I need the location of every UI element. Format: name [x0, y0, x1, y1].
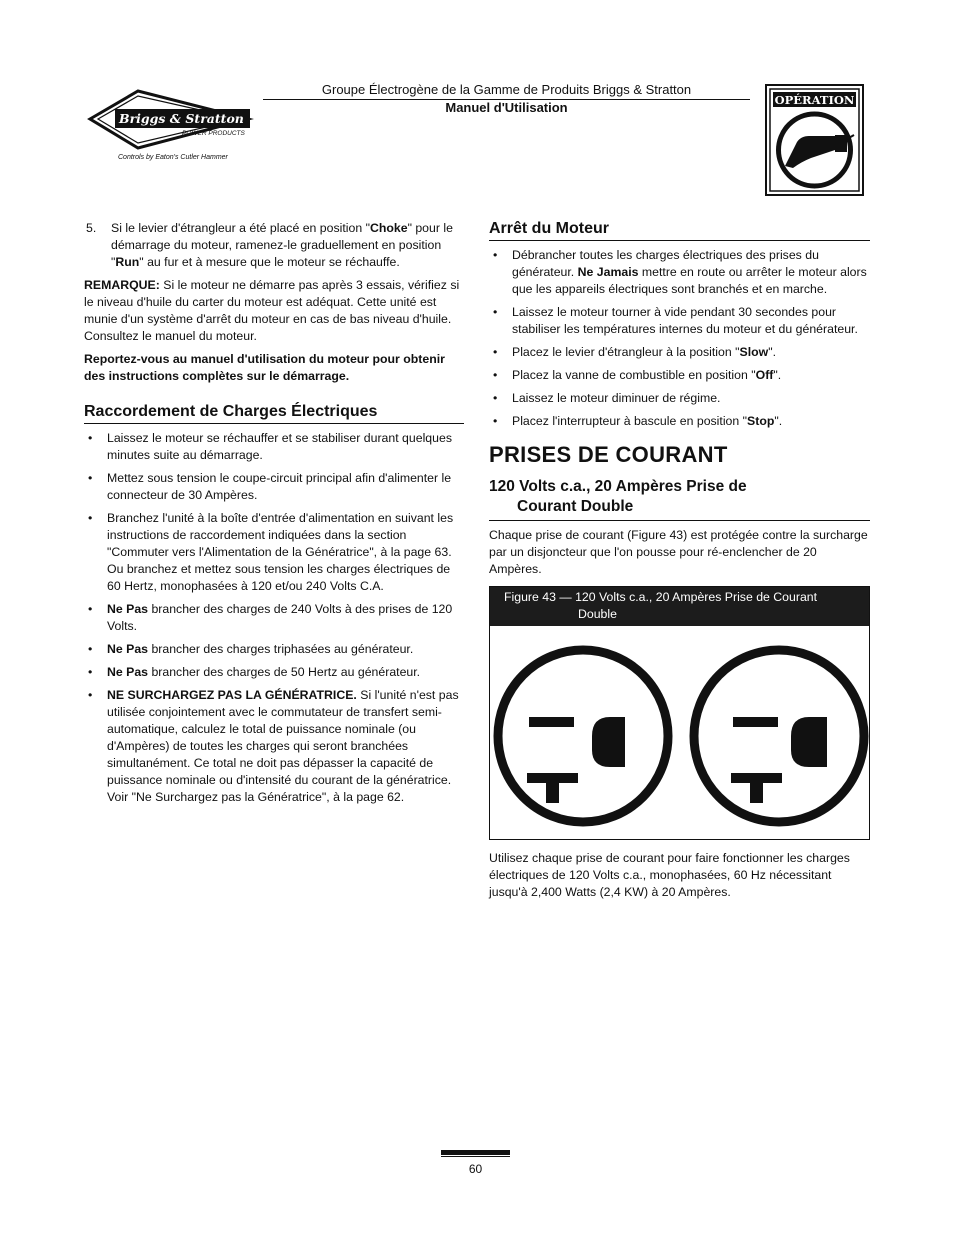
left-column	[84, 220, 464, 812]
step-5: 5. Si le levier d'étrangleur a été placé en position "Choke" pour le démarrage du moteur, ramenez-le graduellement en position "Run" au fur et à mesure que le moteur se réchauffe.	[86, 221, 453, 269]
slot-neutral	[733, 717, 778, 727]
list-item: • Placez la vanne de combustible en position "Off".	[489, 367, 870, 384]
operation-badge	[765, 84, 864, 196]
prise-paragraph-2: Utilisez chaque prise de courant pour faire fonctionner les charges électriques de 120 Volts c.a., monophasées, 60 Hz nécessitant jusqu'à 2,400 Watts (2,4 KW) à 20 Ampères.	[489, 851, 850, 899]
logo-controls-text: Controls by Eaton's Cutler Hammer	[118, 154, 228, 161]
remarque-paragraph: REMARQUE: Si le moteur ne démarre pas après 3 essais, vérifiez si le niveau d'huile du carter du moteur est adéquat. Cette unité est munie d'un système d'arrêt du moteur en cas de bas niveau d'huile. Consultez le manuel du moteur.	[84, 278, 460, 343]
list-item: • Ne Pas brancher des charges triphasées au générateur.	[84, 641, 464, 658]
outlet-left	[498, 650, 668, 822]
right-column	[489, 220, 870, 907]
outlet-right	[694, 650, 864, 822]
briggs-stratton-logo	[86, 88, 256, 164]
slot-neutral	[529, 717, 574, 727]
list-item: • NE SURCHARGEZ PAS LA GÉNÉRATRICE. Si l'unité n'est pas utilisée conjointement avec le commutateur de transfert semi-automatique, calculez le total de puissance nominale (ou d'Ampères) de toutes les charges qui seront branchées simultanément. Ce total ne doit pas dépasser la capacité de puissance nominale ou d'intensité du courant de la génératrice. Voir "Ne Surchargez pas la Génératrice", à la page 62.	[84, 687, 464, 806]
figure-43	[489, 586, 870, 840]
logo-tagline: POWER PRODUCTS	[182, 130, 245, 137]
logo-brand-text: Briggs & Stratton	[119, 111, 244, 126]
remarque-label: REMARQUE:	[84, 278, 160, 292]
page-number: 60	[468, 1162, 483, 1176]
arret-list	[489, 247, 870, 430]
duplex-outlet-illustration	[490, 626, 869, 839]
list-item: • Débrancher toutes les charges électriques des prises du générateur. Ne Jamais mettre en route ou arrêter le moteur alors que les appareils électriques sont branchés et en marche.	[489, 247, 870, 298]
slot-ground	[791, 717, 827, 767]
figure-caption: Figure 43 — 120 Volts c.a., 20 Ampères Prise de Courant Double	[490, 587, 869, 626]
list-item: • Ne Pas brancher des charges de 50 Hertz au générateur.	[84, 664, 464, 681]
step-number: 5.	[86, 221, 97, 235]
prise-paragraph-1: Chaque prise de courant (Figure 43) est protégée contre la surcharge par un disjoncteur que l'on pousse pour ré-enclencher de 20 Ampères.	[489, 528, 868, 576]
chapter-title-prises: PRISES DE COURANT	[489, 442, 728, 467]
list-item: • Placez le levier d'étrangleur à la position "Slow".	[489, 344, 870, 361]
list-item: • Laissez le moteur tourner à vide pendant 30 secondes pour stabiliser les températures internes du moteur et du générateur.	[489, 304, 870, 338]
page-number-rule	[441, 1156, 510, 1157]
raccordement-list	[84, 430, 464, 806]
slot-t-stem	[750, 773, 763, 803]
subsection-title: 120 Volts c.a., 20 Ampères Prise de Courant Double	[489, 477, 870, 521]
reportez-paragraph: Reportez-vous au manuel d'utilisation du moteur pour obtenir des instructions complètes sur le démarrage.	[84, 352, 445, 383]
list-item: • Ne Pas brancher des charges de 240 Volts à des prises de 120 Volts.	[84, 601, 464, 635]
slot-ground	[592, 717, 625, 767]
slot-t-stem	[546, 773, 559, 803]
page-number-bar	[441, 1150, 510, 1155]
switch-icon	[835, 135, 847, 152]
list-item: • Branchez l'unité à la boîte d'entrée d'alimentation en suivant les instructions de raccordement indiquées dans la section "Commuter vers l'Alimentation de la Génératrice", à la page 63. Ou branchez et mettez sous tension les charges électriques de 60 Hertz, monophasées à 120 et/ou 240 Volts C.A.	[84, 510, 464, 595]
section-title-raccordement: Raccordement de Charges Électriques	[84, 403, 464, 424]
section-title-arret: Arrêt du Moteur	[489, 220, 870, 241]
header-subtitle: Manuel d'Utilisation	[445, 100, 568, 115]
list-item: • Mettez sous tension le coupe-circuit principal afin d'alimenter le connecteur de 30 Ampères.	[84, 470, 464, 504]
list-item: • Laissez le moteur se réchauffer et se stabiliser durant quelques minutes suite au démarrage.	[84, 430, 464, 464]
header-title: Groupe Électrogène de la Gamme de Produits Briggs & Stratton	[321, 82, 692, 97]
operation-badge-label: OPÉRATION	[774, 93, 855, 107]
list-item: • Placez l'interrupteur à bascule en position "Stop".	[489, 413, 870, 430]
list-item: • Laissez le moteur diminuer de régime.	[489, 390, 870, 407]
